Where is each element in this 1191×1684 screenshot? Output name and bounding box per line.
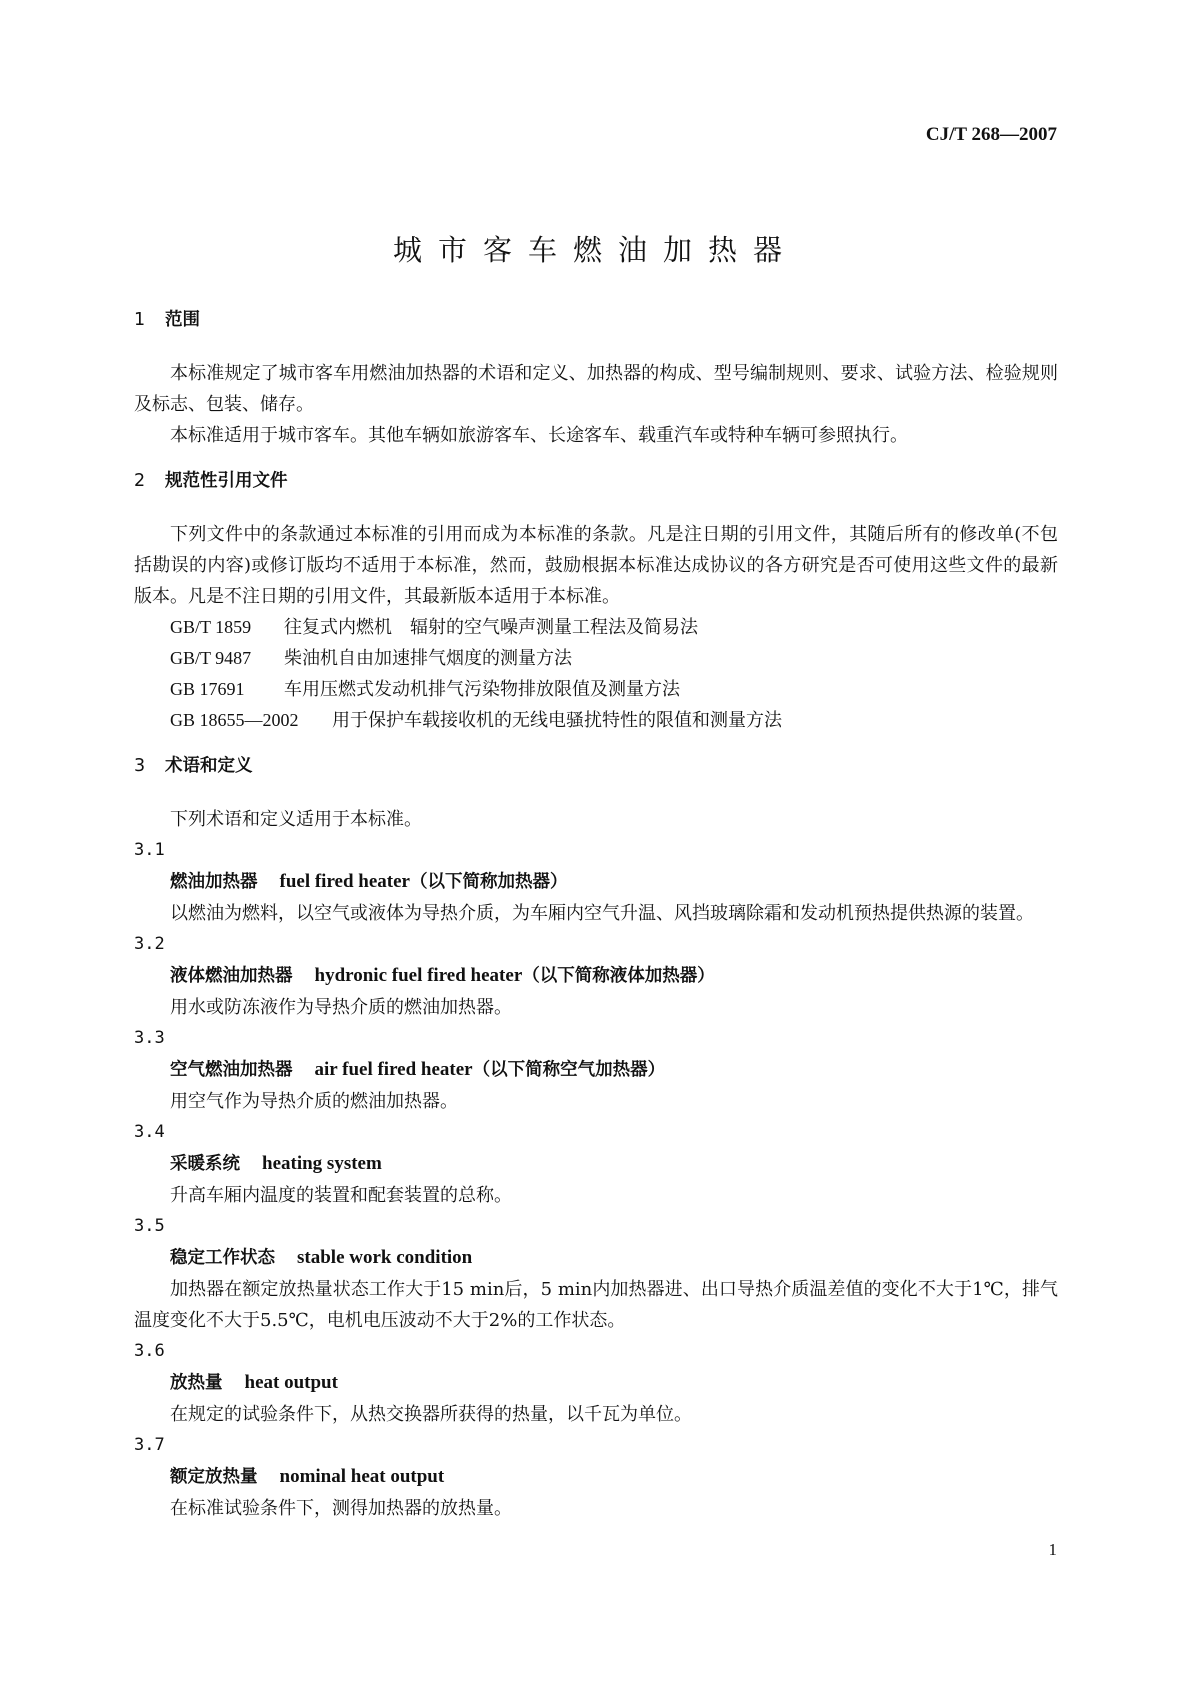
- term-note: （以下简称加热器）: [410, 872, 568, 892]
- term-heading: [134, 1461, 1058, 1493]
- term-heading: [134, 866, 1058, 898]
- term-definition: 在规定的试验条件下，从热交换器所获得的热量，以千瓦为单位。: [170, 1404, 692, 1425]
- term-entry: [134, 1211, 1058, 1336]
- term-definition: 用空气作为导热介质的燃油加热器。: [170, 1091, 458, 1112]
- term-entry: [134, 1023, 1058, 1117]
- section-heading-normative-references: [134, 466, 1058, 497]
- reference-title: 往复式内燃机 辐射的空气噪声测量工程法及简易法: [284, 617, 698, 638]
- term-zh: 采暖系统: [170, 1154, 240, 1174]
- term-en: stable work condition: [297, 1247, 473, 1268]
- paragraph: 下列术语和定义适用于本标准。: [170, 809, 422, 830]
- reference-title: 车用压燃式发动机排气污染物排放限值及测量方法: [284, 679, 680, 700]
- clause-number: 3.5: [134, 1216, 165, 1236]
- reference-code: GB/T 9487: [170, 648, 252, 668]
- section-heading-terms-definitions: [134, 751, 1058, 782]
- term-en: nominal heat output: [279, 1466, 445, 1487]
- term-definition: 以燃油为燃料，以空气或液体为导热介质，为车厢内空气升温、风挡玻璃除霜和发动机预热提供热源的装置。: [170, 903, 1034, 924]
- term-definition: 用水或防冻液作为导热介质的燃油加热器。: [170, 997, 512, 1018]
- term-zh: 额定放热量: [170, 1467, 258, 1487]
- section-heading-scope: [134, 305, 1058, 336]
- paragraph: 本标准规定了城市客车用燃油加热器的术语和定义、加热器的构成、型号编制规则、要求、试验方法、检验规则及标志、包装、储存。: [134, 363, 1058, 415]
- term-zh: 稳定工作状态: [170, 1248, 275, 1268]
- term-heading: [134, 1367, 1058, 1399]
- document-title: 城市客车燃油加热器: [392, 233, 798, 267]
- clause-number: 3.4: [134, 1122, 165, 1142]
- clause-number: 3.6: [134, 1341, 165, 1361]
- reference-title: 用于保护车载接收机的无线电骚扰特性的限值和测量方法: [332, 710, 782, 731]
- section-number: 2: [134, 471, 146, 491]
- term-entry: [134, 1117, 1058, 1211]
- term-entry: [134, 929, 1058, 1023]
- term-heading: [134, 1148, 1058, 1180]
- reference-code: GB 18655—2002: [170, 710, 299, 730]
- reference-item: [134, 643, 1058, 674]
- term-entry: [134, 1336, 1058, 1430]
- section-number: 1: [134, 310, 146, 330]
- clause-number: 3.2: [134, 934, 165, 954]
- term-heading: [134, 1242, 1058, 1274]
- term-note: （以下简称液体加热器）: [522, 966, 715, 986]
- standard-code: CJ/T 268—2007: [925, 124, 1057, 145]
- term-entry: [134, 1430, 1058, 1524]
- clause-number: 3.7: [134, 1435, 165, 1455]
- term-en: heating system: [262, 1153, 382, 1174]
- term-definition: 升高车厢内温度的装置和配套装置的总称。: [170, 1185, 512, 1206]
- term-zh: 燃油加热器: [170, 872, 258, 892]
- reference-code: GB 17691: [170, 679, 245, 699]
- term-zh: 空气燃油加热器: [170, 1060, 293, 1080]
- term-zh: 液体燃油加热器: [170, 966, 293, 986]
- term-en: air fuel fired heater: [314, 1059, 473, 1080]
- reference-item: [134, 674, 1058, 705]
- document-body: [134, 305, 1058, 1524]
- term-heading: [134, 1054, 1058, 1086]
- section-title: 术语和定义: [165, 756, 253, 776]
- term-note: （以下简称空气加热器）: [472, 1060, 666, 1080]
- term-definition: 加热器在额定放热量状态工作大于15 min后，5 min内加热器进、出口导热介质温差值的变化不大于1℃，排气温度变化不大于5.5℃，电机电压波动不大于2%的工作状态。: [134, 1279, 1058, 1331]
- page-number: 1: [1048, 1540, 1057, 1559]
- term-entry: [134, 835, 1058, 929]
- paragraph: 下列文件中的条款通过本标准的引用而成为本标准的条款。凡是注日期的引用文件，其随后所有的修改单(不包括勘误的内容)或修订版均不适用于本标准，然而，鼓励根据本标准达成协议的各方研究是否可使用这些文件的最新版本。凡是不注日期的引用文件，其最新版本适用于本标准。: [134, 524, 1058, 607]
- term-definition: 在标准试验条件下，测得加热器的放热量。: [170, 1498, 512, 1519]
- term-en: fuel fired heater: [279, 871, 410, 892]
- term-en: heat output: [244, 1372, 338, 1393]
- term-heading: [134, 960, 1058, 992]
- reference-title: 柴油机自由加速排气烟度的测量方法: [284, 648, 572, 669]
- paragraph: 本标准适用于城市客车。其他车辆如旅游客车、长途客车、载重汽车或特种车辆可参照执行。: [170, 425, 908, 446]
- clause-number: 3.3: [134, 1028, 165, 1048]
- section-title: 范围: [165, 310, 200, 330]
- term-zh: 放热量: [170, 1373, 223, 1393]
- section-number: 3: [134, 756, 146, 776]
- term-en: hydronic fuel fired heater: [314, 965, 523, 986]
- reference-item: [134, 705, 1058, 736]
- section-title: 规范性引用文件: [165, 471, 288, 491]
- clause-number: 3.1: [134, 840, 165, 860]
- reference-code: GB/T 1859: [170, 617, 252, 637]
- reference-item: [134, 612, 1058, 643]
